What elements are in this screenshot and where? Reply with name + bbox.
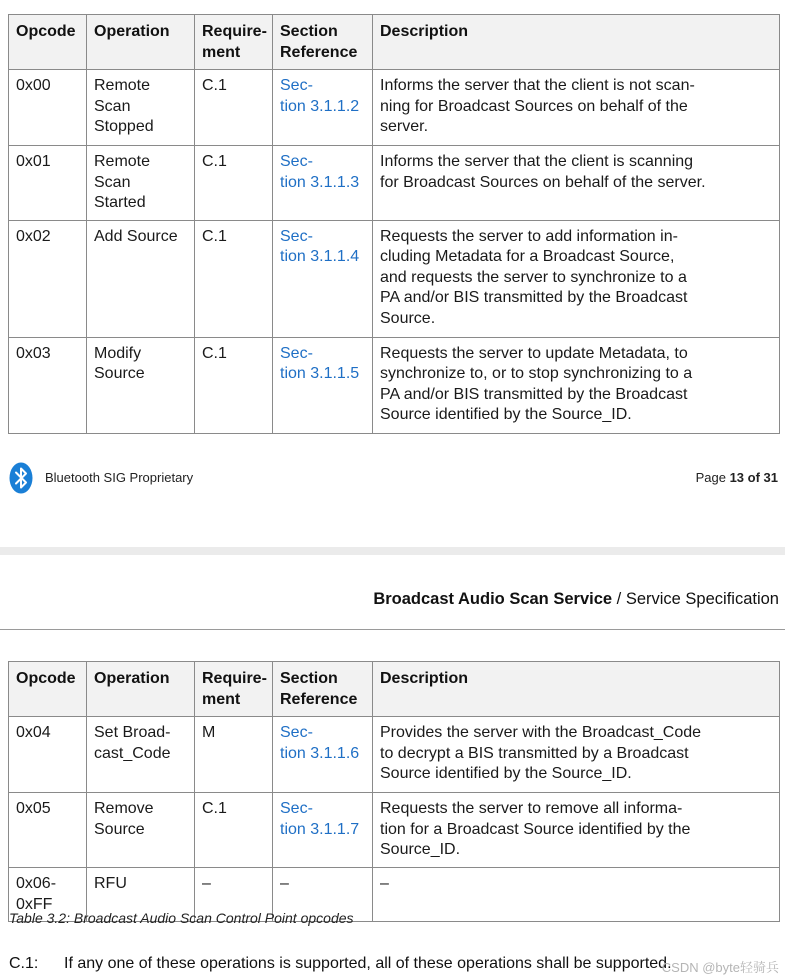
table-row xyxy=(9,146,780,221)
opcode-table-top xyxy=(8,14,780,434)
bluetooth-logo-icon xyxy=(9,462,33,494)
column-header-section-reference: Section Reference xyxy=(273,662,373,717)
column-header-opcode: Opcode xyxy=(9,662,87,717)
opcode-cell: 0x01 xyxy=(9,146,87,221)
opcode-cell: 0x06-0xFF xyxy=(9,868,87,922)
section-link[interactable]: Sec- tion 3.1.1.2 xyxy=(280,77,360,115)
requirement-cell: C.1 xyxy=(195,793,273,868)
opcode-cell: 0x00 xyxy=(9,70,87,146)
requirement-cell: M xyxy=(195,717,273,793)
section-link[interactable]: Sec- tion 3.1.1.5 xyxy=(280,344,360,382)
opcode-cell: 0x05 xyxy=(9,793,87,868)
header-divider xyxy=(0,629,785,630)
column-header-operation: Operation xyxy=(87,662,195,717)
operation-cell: Add Source xyxy=(87,220,195,337)
section-reference-cell: – xyxy=(273,868,373,922)
column-header-description: Description xyxy=(373,15,780,70)
footer-proprietary-text: Bluetooth SIG Proprietary xyxy=(45,470,194,485)
column-header-requirement: Require- ment xyxy=(195,15,273,70)
page-separator xyxy=(0,547,785,555)
requirement-cell: C.1 xyxy=(195,146,273,221)
section-reference-cell xyxy=(273,793,373,868)
column-header-opcode: Opcode xyxy=(9,15,87,70)
operation-cell: Set Broad- cast_Code xyxy=(87,717,195,793)
column-header-requirement: Require- ment xyxy=(195,662,273,717)
page-footer xyxy=(0,460,785,496)
section-reference-cell xyxy=(273,220,373,337)
opcode-cell: 0x02 xyxy=(9,220,87,337)
description-cell: Requests the server to add information in- cluding Metadata for a Broadcast Source, and requests the server to synchronize to a PA and/or BIS transmitted by the Broadcast Source. xyxy=(373,220,780,337)
table-row xyxy=(9,70,780,146)
column-header-description: Description xyxy=(373,662,780,717)
section-link[interactable]: Sec- tion 3.1.1.3 xyxy=(280,153,360,191)
table-row xyxy=(9,793,780,868)
section-reference-cell xyxy=(273,70,373,146)
requirement-cell: C.1 xyxy=(195,337,273,433)
watermark: CSDN @byte轻骑兵 xyxy=(661,960,779,975)
opcode-cell: 0x04 xyxy=(9,717,87,793)
section-link[interactable]: Sec- tion 3.1.1.7 xyxy=(280,800,360,838)
page-number: Page 13 of 31 xyxy=(695,470,778,485)
note-label: C.1: xyxy=(9,955,39,972)
section-reference-cell xyxy=(273,337,373,433)
column-header-operation: Operation xyxy=(87,15,195,70)
table-header-row xyxy=(9,15,780,70)
operation-cell: RFU xyxy=(87,868,195,922)
table-header-row xyxy=(9,662,780,717)
table-row xyxy=(9,717,780,793)
column-header-section-reference: Section Reference xyxy=(273,15,373,70)
description-cell: Requests the server to update Metadata, to synchronize to, or to stop synchronizing to a PA and/or BIS transmitted by the Broadcast Source identified by the Source_ID. xyxy=(373,337,780,433)
table-caption: Table 3.2: Broadcast Audio Scan Control Point opcodes xyxy=(9,910,354,926)
table-row xyxy=(9,337,780,433)
opcode-cell: 0x03 xyxy=(9,337,87,433)
description-cell: Provides the server with the Broadcast_Code to decrypt a BIS transmitted by a Broadcast Source identified by the Source_ID. xyxy=(373,717,780,793)
table-row xyxy=(9,220,780,337)
description-cell: Requests the server to remove all informa- tion for a Broadcast Source identified by the Source_ID. xyxy=(373,793,780,868)
requirement-cell: – xyxy=(195,868,273,922)
description-cell: Informs the server that the client is scanning for Broadcast Sources on behalf of the server. xyxy=(373,146,780,221)
section-reference-cell xyxy=(273,146,373,221)
requirement-cell: C.1 xyxy=(195,220,273,337)
running-header: Broadcast Audio Scan Service / Service Specification xyxy=(373,590,779,608)
section-link[interactable]: Sec- tion 3.1.1.4 xyxy=(280,227,360,265)
note-text: If any one of these operations is supported, all of these operations shall be supported. xyxy=(64,955,672,972)
section-link[interactable]: Sec- tion 3.1.1.6 xyxy=(280,724,360,762)
opcode-table-bottom xyxy=(8,661,780,922)
description-cell: Informs the server that the client is not scan- ning for Broadcast Sources on behalf of the server. xyxy=(373,70,780,146)
operation-cell: Remote Scan Started xyxy=(87,146,195,221)
operation-cell: Remove Source xyxy=(87,793,195,868)
operation-cell: Remote Scan Stopped xyxy=(87,70,195,146)
description-cell: – xyxy=(373,868,780,922)
operation-cell: Modify Source xyxy=(87,337,195,433)
requirement-cell: C.1 xyxy=(195,70,273,146)
section-reference-cell xyxy=(273,717,373,793)
